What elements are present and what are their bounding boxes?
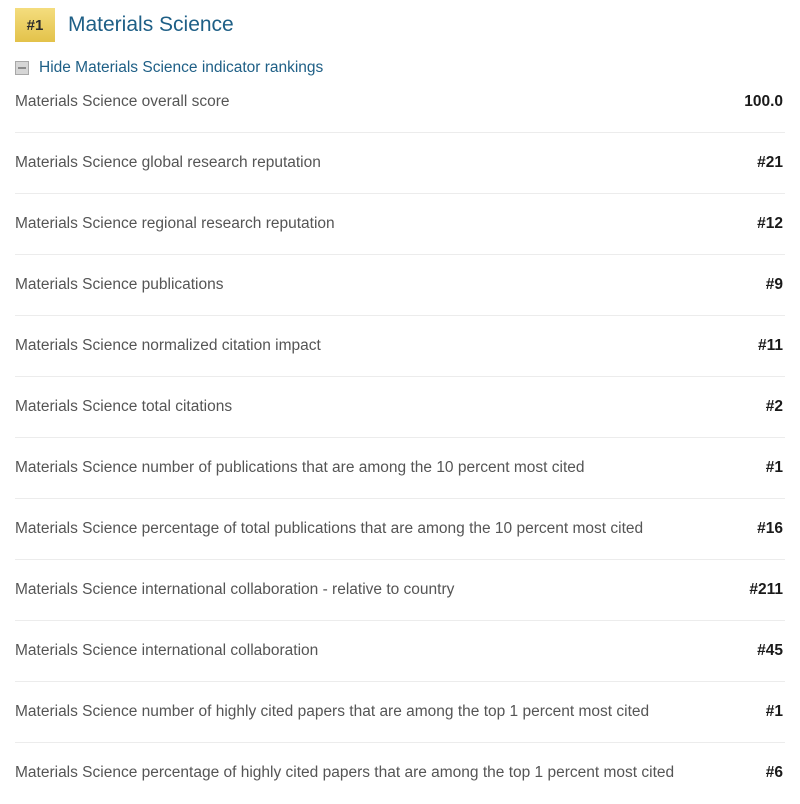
ranking-label: Materials Science publications [15, 276, 224, 293]
ranking-value: #11 [757, 337, 783, 354]
ranking-label: Materials Science total citations [15, 398, 233, 415]
ranking-value: #16 [757, 520, 783, 537]
subject-header [15, 8, 234, 42]
rank-badge: #1 [15, 8, 55, 42]
ranking-value: #2 [765, 398, 783, 415]
ranking-label: Materials Science international collaboration [15, 642, 319, 659]
ranking-row [15, 194, 785, 255]
ranking-row [15, 743, 785, 804]
ranking-label: Materials Science number of highly cited papers that are among the top 1 percent most cited [15, 703, 650, 720]
ranking-label: Materials Science normalized citation impact [15, 337, 321, 354]
ranking-row [15, 499, 785, 560]
ranking-label: Materials Science international collaboration - relative to country [15, 581, 455, 598]
ranking-label: Materials Science percentage of total publications that are among the 10 percent most cited [15, 520, 644, 537]
ranking-value: #9 [765, 276, 783, 293]
ranking-value: #45 [757, 642, 783, 659]
ranking-label: Materials Science regional research reputation [15, 215, 335, 232]
subject-title[interactable]: Materials Science [68, 13, 234, 36]
ranking-value: 100.0 [744, 93, 783, 110]
ranking-row [15, 621, 785, 682]
ranking-value: #12 [757, 215, 783, 232]
ranking-value: #21 [757, 154, 783, 171]
ranking-label: Materials Science overall score [15, 93, 230, 110]
ranking-label: Materials Science percentage of highly cited papers that are among the top 1 percent most cited [15, 764, 675, 781]
ranking-row [15, 133, 785, 194]
ranking-value: #1 [765, 459, 783, 476]
toggle-label[interactable]: Hide Materials Science indicator rankings [39, 59, 324, 76]
ranking-row [15, 682, 785, 743]
ranking-row [15, 72, 785, 133]
ranking-label: Materials Science number of publications that are among the 10 percent most cited [15, 459, 585, 476]
ranking-row [15, 560, 785, 621]
ranking-label: Materials Science global research reputation [15, 154, 321, 171]
ranking-row [15, 316, 785, 377]
ranking-value: #6 [765, 764, 783, 781]
ranking-row [15, 255, 785, 316]
ranking-row [15, 377, 785, 438]
ranking-row [15, 438, 785, 499]
indicator-rankings-list [15, 72, 785, 804]
ranking-value: #211 [749, 581, 783, 598]
ranking-value: #1 [765, 703, 783, 720]
